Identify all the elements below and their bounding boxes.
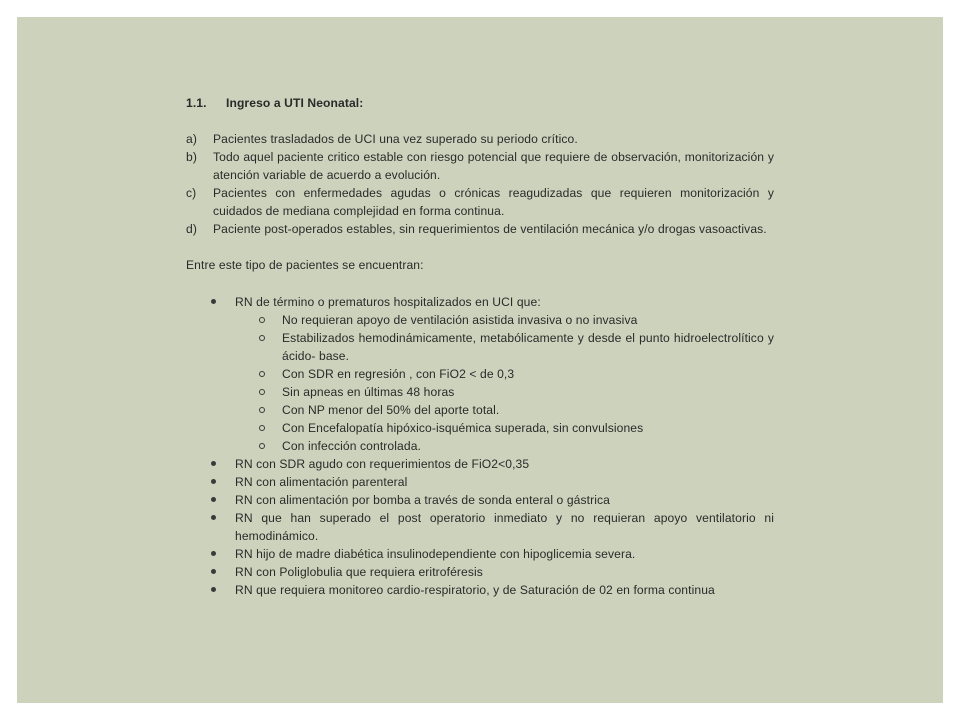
- bullet-list: [208, 293, 774, 599]
- bullet-text: RN que requiera monitoreo cardio-respiratorio, y de Saturación de 02 en forma continua: [235, 583, 715, 597]
- sub-bullet-text: Con Encefalopatía hipóxico-isquémica superada, sin convulsiones: [282, 421, 644, 435]
- bullet-dot-icon: [208, 563, 235, 581]
- criteria-item: [186, 220, 774, 238]
- criteria-text: Paciente post-operados estables, sin requerimientos de ventilación mecánica y/o drogas vasoactivas.: [213, 222, 767, 236]
- bullet-text: RN con alimentación parenteral: [235, 475, 408, 489]
- sub-bullet-item: [257, 437, 774, 455]
- circle-bullet-icon: [257, 329, 282, 365]
- sub-bullet-item: [257, 383, 774, 401]
- bullet-dot-icon: [208, 455, 235, 473]
- circle-bullet-icon: [257, 311, 282, 329]
- bullet-text: RN con Poliglobulia que requiera eritroféresis: [235, 565, 483, 579]
- bullet-text: RN que han superado el post operatorio inmediato y no requieran apoyo ventilatorio ni hemodinámico.: [235, 511, 774, 543]
- criteria-item: [186, 148, 774, 184]
- bullet-item: [208, 545, 774, 563]
- bullet-item: [208, 491, 774, 509]
- criteria-label: b): [186, 150, 197, 164]
- circle-bullet-icon: [257, 365, 282, 383]
- intro-text: Entre este tipo de pacientes se encuentran:: [186, 258, 424, 272]
- bullet-text: RN con alimentación por bomba a través de sonda enteral o gástrica: [235, 493, 610, 507]
- sub-bullet-text: Sin apneas en últimas 48 horas: [282, 385, 455, 399]
- circle-bullet-icon: [257, 419, 282, 437]
- bullet-item: [208, 563, 774, 581]
- criteria-item: [186, 130, 774, 148]
- bullet-item: [208, 473, 774, 491]
- sub-bullet-item: [257, 365, 774, 383]
- sub-bullet-text: Estabilizados hemodinámicamente, metabólicamente y desde el punto hidroelectrolítico y ácido- base.: [282, 331, 774, 363]
- criteria-text: Pacientes con enfermedades agudas o crónicas reagudizadas que requieren monitorización y cuidados de mediana complejidad en forma continua.: [213, 186, 774, 218]
- circle-bullet-icon: [257, 401, 282, 419]
- bullet-dot-icon: [208, 545, 235, 563]
- bullet-dot-icon: [208, 509, 235, 545]
- bullet-text: RN con SDR agudo con requerimientos de FiO2<0,35: [235, 457, 530, 471]
- sub-bullet-item: [257, 401, 774, 419]
- section-title: Ingreso a UTI Neonatal:: [226, 96, 364, 110]
- sub-bullet-item: [257, 329, 774, 365]
- sub-bullet-item: [257, 311, 774, 329]
- bullet-dot-icon: [208, 581, 235, 599]
- bullet-item: [208, 509, 774, 545]
- circle-bullet-icon: [257, 437, 282, 455]
- bullet-dot-icon: [208, 473, 235, 491]
- sub-bullet-text: Con infección controlada.: [282, 439, 421, 453]
- criteria-label: c): [186, 186, 197, 200]
- criteria-label: d): [186, 222, 197, 236]
- sub-bullet-item: [257, 419, 774, 437]
- bullet-item: [208, 455, 774, 473]
- document-body: [186, 94, 774, 599]
- bullet-item: [208, 581, 774, 599]
- sub-bullet-text: No requieran apoyo de ventilación asistida invasiva o no invasiva: [282, 313, 638, 327]
- criteria-list: [186, 130, 774, 238]
- sub-bullet-list: [257, 311, 774, 455]
- criteria-text: Todo aquel paciente critico estable con riesgo potencial que requiere de observación, monitorización y atención variable de acuerdo a evolución.: [213, 150, 774, 182]
- bullet-text: RN de término o prematuros hospitalizados en UCI que:: [235, 295, 541, 309]
- bullet-dot-icon: [208, 491, 235, 509]
- criteria-item: [186, 184, 774, 220]
- bullet-text: RN hijo de madre diabética insulinodependiente con hipoglicemia severa.: [235, 547, 636, 561]
- sub-bullet-text: Con NP menor del 50% del aporte total.: [282, 403, 500, 417]
- section-number: 1.1.: [186, 96, 207, 110]
- criteria-label: a): [186, 132, 197, 146]
- criteria-text: Pacientes trasladados de UCI una vez superado su periodo crítico.: [213, 132, 578, 146]
- sub-bullet-text: Con SDR en regresión , con FiO2 < de 0,3: [282, 367, 515, 381]
- bullet-item: [208, 293, 774, 311]
- section-heading: [186, 94, 774, 112]
- bullet-dot-icon: [208, 293, 235, 311]
- circle-bullet-icon: [257, 383, 282, 401]
